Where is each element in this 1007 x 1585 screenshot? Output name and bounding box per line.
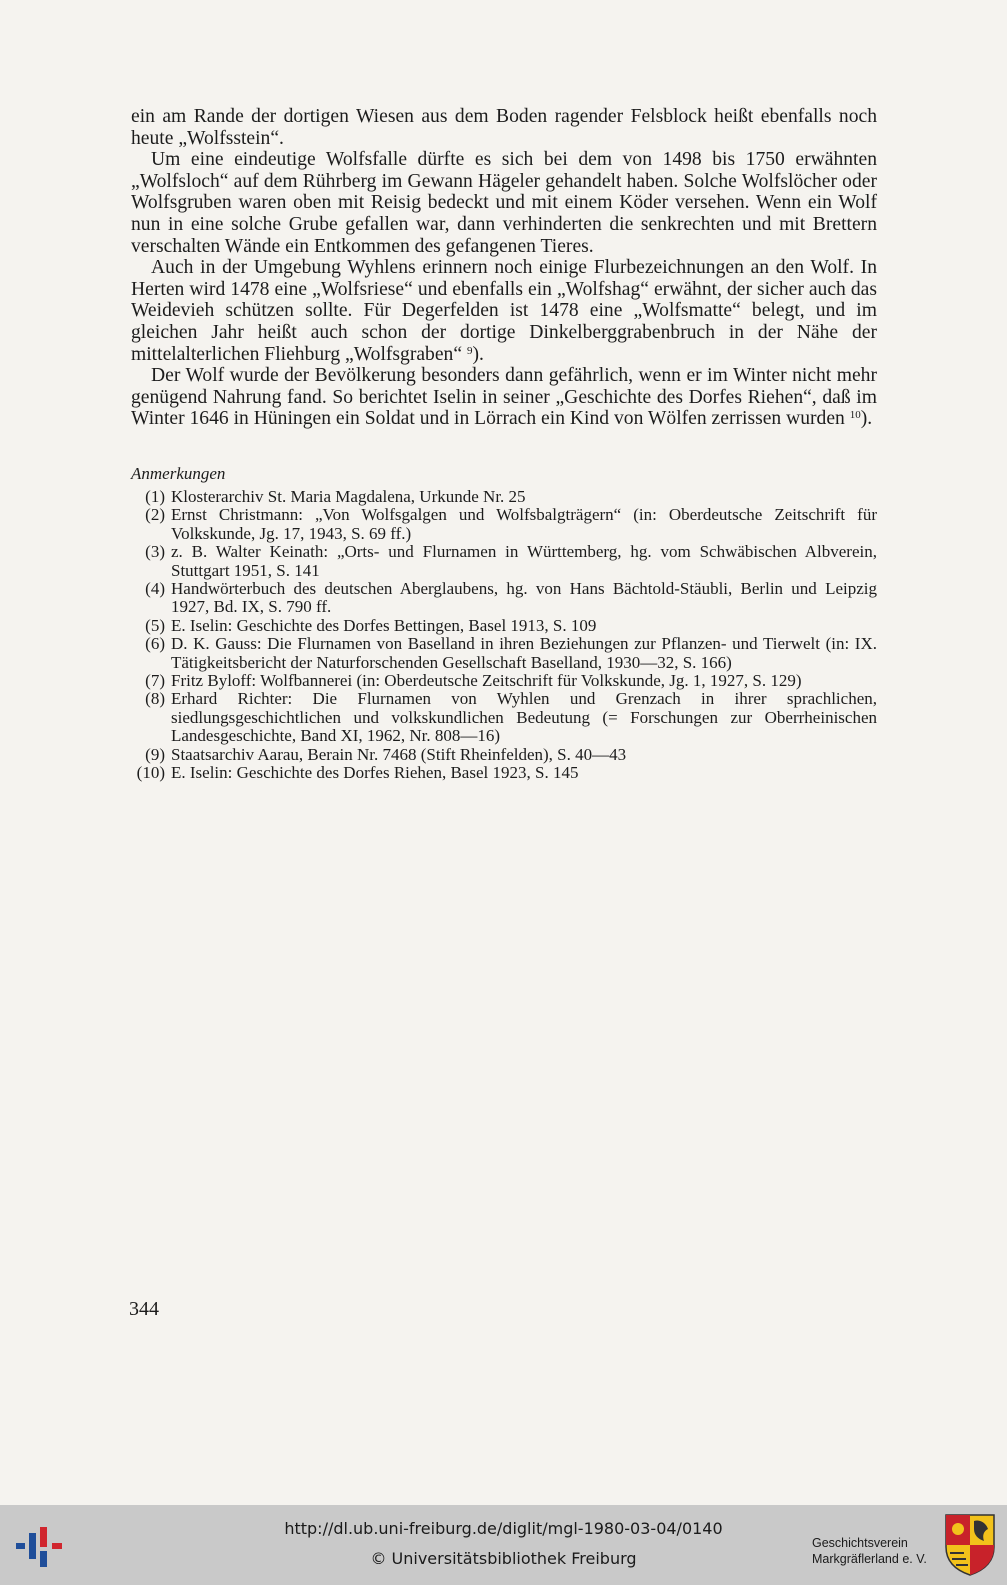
- footer-bar: [0, 1505, 1007, 1585]
- note-item: [131, 746, 877, 764]
- paragraph-3: Auch in der Umgebung Wyhlens erinnern noch einige Flurbezeichnungen an den Wolf. In Herten wird 1478 eine „Wolfsriese“ und ebenfalls ein „Wolfshag“ erwähnt, der sicher auch das Weidevieh schützen sollte. Für Degerfelden ist 1478 eine „Wolfsmatte“ belegt, und im gleichen Jahr heißt auch schon der dortige Dinkelberggrabenbruch in der Nähe der mittelalterlichen Fliehburg „Wolfsgraben“ $^9$).: [131, 257, 877, 365]
- note-number: (3): [145, 542, 165, 562]
- note-text: Ernst Christmann: „Von Wolfsgalgen und Wolfsbalgträgern“ (in: Oberdeutsche Zeitschrift für Volkskunde, Jg. 17, 1943, S. 69 ff.): [171, 505, 877, 543]
- note-item: [131, 635, 877, 672]
- note-item: [131, 764, 877, 782]
- footnote-ref-9: 9: [466, 344, 473, 357]
- footer-url-link[interactable]: http://dl.ub.uni-freiburg.de/diglit/mgl-1980-03-04/0140: [284, 1519, 723, 1538]
- note-item: [131, 543, 877, 580]
- note-text: E. Iselin: Geschichte des Dorfes Riehen, Basel 1923, S. 145: [171, 763, 579, 782]
- note-number: (1): [145, 486, 165, 506]
- notes-heading: Anmerkungen: [131, 463, 226, 483]
- page-content: [131, 106, 877, 782]
- note-text: D. K. Gauss: Die Flurnamen von Baselland in ihren Beziehungen zur Pflanzen- und Tierwelt (in: IX. Tätigkeitsbericht der Naturforschenden Gesellschaft Baselland, 1930—32, S. 166): [171, 634, 877, 672]
- note-item: [131, 672, 877, 690]
- note-text: Handwörterbuch des deutschen Aberglaubens, hg. von Hans Bächtold-Stäubli, Berlin und Leipzig 1927, Bd. IX, S. 790 ff.: [171, 578, 877, 617]
- note-number: (4): [145, 578, 165, 598]
- footnote-ref-10: 10: [849, 409, 861, 422]
- notes-list: [131, 488, 877, 783]
- note-item: [131, 580, 877, 617]
- society-name[interactable]: [812, 1535, 927, 1567]
- coat-of-arms-icon[interactable]: [944, 1513, 996, 1577]
- note-number: (5): [145, 615, 165, 635]
- note-number: (10): [136, 763, 165, 782]
- note-number: (2): [145, 505, 165, 525]
- paragraph-1: ein am Rande der dortigen Wiesen aus dem Boden ragender Felsblock heißt ebenfalls noch heute „Wolfsstein“.: [131, 106, 877, 149]
- paragraph-2: Um eine eindeutige Wolfsfalle dürfte es sich bei dem von 1498 bis 1750 erwähnten „Wolfsloch“ auf dem Rührberg im Gewann Hägeler gehandelt haben. Solche Wolfslöcher oder Wolfsgruben waren oben mit Reisig bedeckt und mit einem Köder versehen. Wenn ein Wolf nun in eine solche Grube gefallen war, dann verhinderten die senkrechten und mit Brettern verschalten Wände ein Entkommen des gefangenen Tieres.: [131, 149, 877, 257]
- note-number: (9): [145, 744, 165, 764]
- note-text: Erhard Richter: Die Flurnamen von Wyhlen und Grenzach in ihrer sprachlichen, siedlungsgeschichtlichen und volkskundlichen Bedeutung (= Forschungen zur Oberrheinischen Landesgeschichte, Band XI, 1962, Nr. 808—16): [171, 689, 877, 746]
- note-text: Staatsarchiv Aarau, Berain Nr. 7468 (Stift Rheinfelden), S. 40—43: [171, 744, 627, 764]
- page-number: 344: [129, 1298, 159, 1320]
- note-item: [131, 488, 877, 506]
- note-item: [131, 506, 877, 543]
- note-item: [131, 690, 877, 745]
- note-text: Fritz Byloff: Wolfbannerei (in: Oberdeutsche Zeitschrift für Volkskunde, Jg. 1, 1927, S. 129): [171, 670, 802, 690]
- note-number: (7): [145, 670, 165, 690]
- society-name-line-2: Markgräflerland e. V.: [812, 1552, 927, 1566]
- paragraph-4: Der Wolf wurde der Bevölkerung besonders dann gefährlich, wenn er im Winter nicht mehr genügend Nahrung fand. So berichtet Iselin in seiner „Geschichte des Dorfes Riehen“, daß im Winter 1646 in Hüningen ein Soldat und in Lörrach ein Kind von Wölfen zerrissen wurden $^{10}$).: [131, 365, 877, 430]
- note-text: Klosterarchiv St. Maria Magdalena, Urkunde Nr. 25: [171, 486, 526, 506]
- society-name-line-1: Geschichtsverein: [812, 1536, 908, 1550]
- note-item: [131, 617, 877, 635]
- note-number: (6): [145, 634, 165, 654]
- footer-copyright: © Universitätsbibliothek Freiburg: [370, 1549, 637, 1568]
- note-text: E. Iselin: Geschichte des Dorfes Bettingen, Basel 1913, S. 109: [171, 615, 597, 635]
- note-number: (8): [145, 689, 165, 709]
- note-text: z. B. Walter Keinath: „Orts- und Flurnamen in Württemberg, hg. vom Schwäbischen Albverein, Stuttgart 1951, S. 141: [171, 542, 877, 580]
